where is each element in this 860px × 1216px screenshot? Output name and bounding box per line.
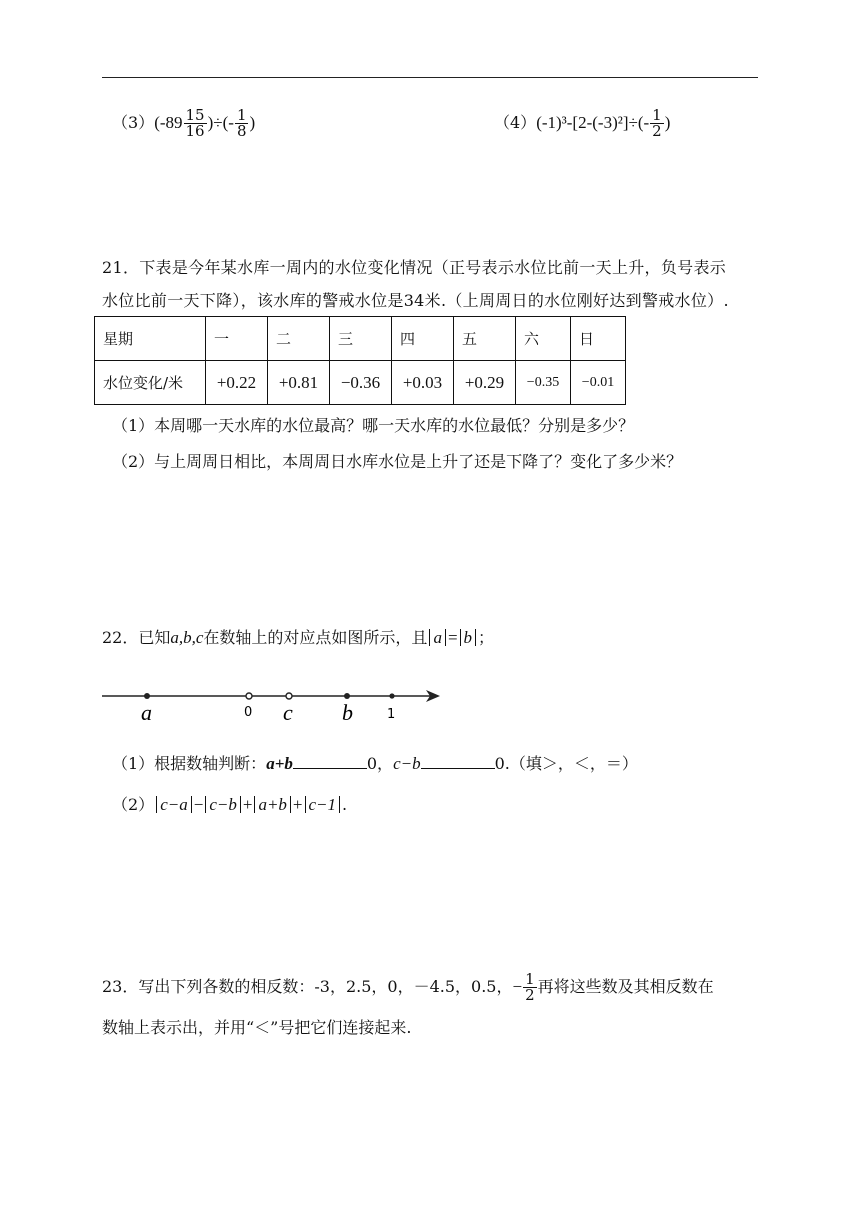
point-zero xyxy=(246,693,252,699)
fraction: $\frac{1}{8}$ xyxy=(236,106,247,140)
point-a xyxy=(144,693,150,699)
number-line xyxy=(100,680,450,730)
label-c: c xyxy=(283,700,293,725)
label-b: b xyxy=(342,700,353,725)
water-level-table xyxy=(94,316,626,405)
answer-blank[interactable] xyxy=(421,754,495,769)
q21-sub2: （2）与上周周日相比，本周周日水库水位是上升了还是下降了？变化了多少米？ xyxy=(112,452,683,471)
point-one xyxy=(389,693,394,698)
label-one: 1 xyxy=(387,707,396,722)
q21-stem-line2: 水位比前一天下降），该水库的警戒水位是34米.（上周周日的水位刚好达到警戒水位）. xyxy=(102,291,729,310)
q23-line1: 23．写出下列各数的相反数：-3，2.5，0，－4.5，0.5，− $\frac{1}{2}$ 再将这些数及其相反数在 xyxy=(102,970,714,1004)
point-b xyxy=(344,693,350,699)
fraction: $\frac{1}{2}$ xyxy=(525,970,535,1004)
header-rule xyxy=(102,77,758,78)
table-row: 星期 一 二 三 四 五 六 日 xyxy=(95,317,626,361)
fraction: $\frac{1}{2}$ xyxy=(652,106,662,140)
q22-sub2: （2） c−a − c−b + a+b + c−1 . xyxy=(112,795,348,814)
q21-sub1: （1）本周哪一天水库的水位最高？哪一天水库的水位最低？分别是多少？ xyxy=(112,416,635,435)
q20-part4: （4）(-1)³-[2-(-3)²]÷(- $\frac{1}{2}$ ) xyxy=(494,106,671,140)
table-row: 水位变化/米 +0.22 +0.81 −0.36 +0.03 +0.29 −0.35 −0.01 xyxy=(95,361,626,405)
q22-stem: 22．已知a,b,c在数轴上的对应点如图所示，且 a = b ； xyxy=(102,628,495,647)
q23-line2: 数轴上表示出，并用“＜”号把它们连接起来. xyxy=(102,1018,412,1037)
q22-sub1: （1）根据数轴判断：a+b 0，c−b 0.（填＞，＜，＝） xyxy=(112,754,638,773)
label-a: a xyxy=(141,700,152,725)
q20-part3: （3）(-89 $\frac{15}{16}$ )÷(- $\frac{1}{8}$ ) xyxy=(112,106,256,140)
q21-stem-line1: 21．下表是今年某水库一周内的水位变化情况（正号表示水位比前一天上升，负号表示 xyxy=(102,258,727,277)
mixed-fraction: $\frac{15}{16}$ xyxy=(185,106,205,140)
label-zero: 0 xyxy=(244,705,253,720)
answer-blank[interactable] xyxy=(293,754,367,769)
point-c xyxy=(286,693,292,699)
